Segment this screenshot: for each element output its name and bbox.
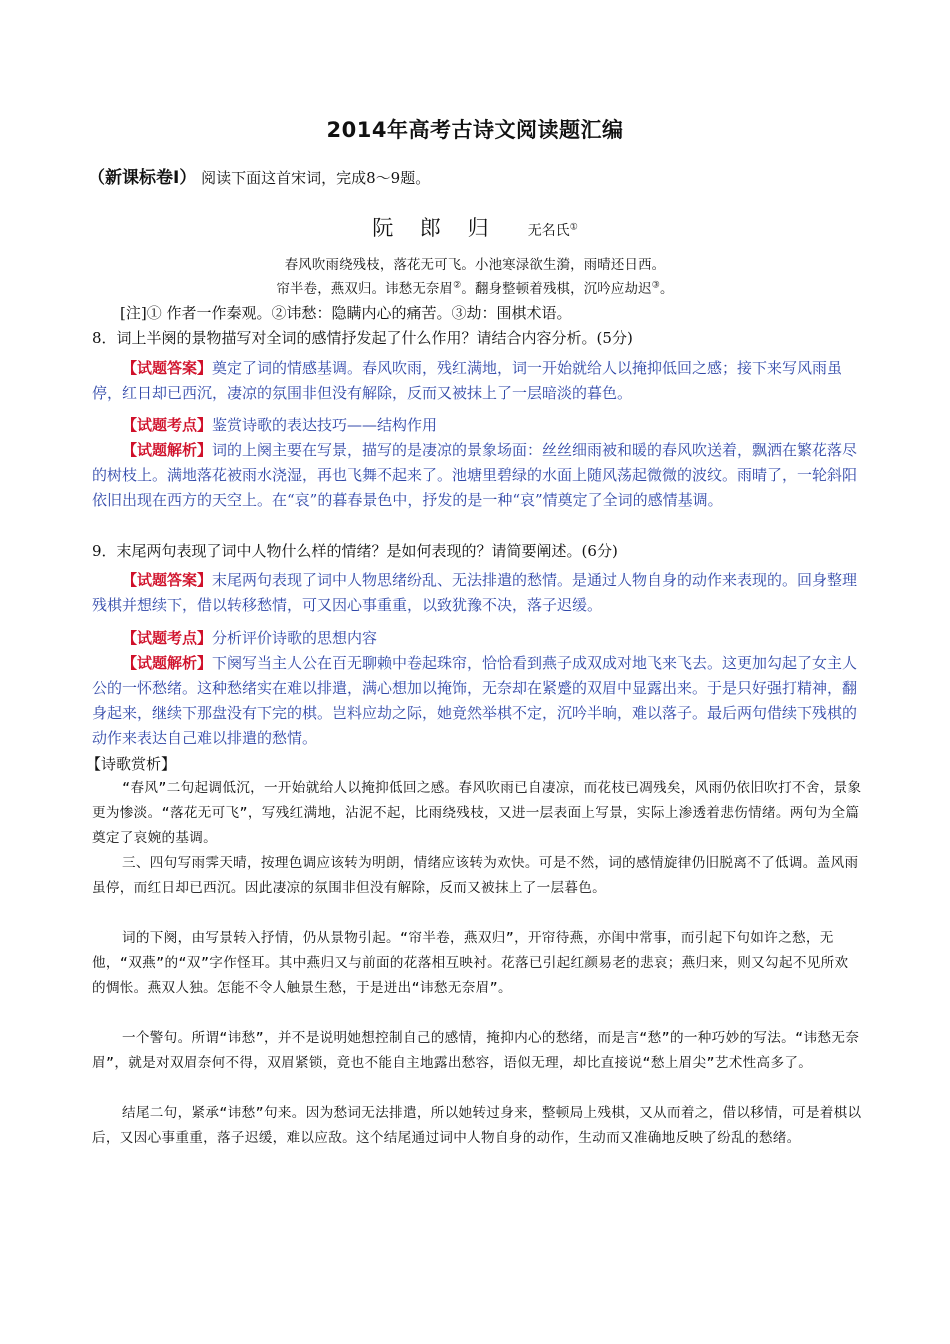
q9-point-text: 分析评价诗歌的思想内容	[212, 629, 378, 647]
footnote-mark: ①	[569, 222, 578, 233]
footnote-mark: ②	[453, 280, 462, 291]
appreciation-paragraph-2: 三、四句写雨霁天晴，按理色调应该转为明朗，情绪应该转为欢快。可是不然，词的感情旋律仍旧脱离不了低调。盖风雨虽停，而红日却已西沉。因此凄凉的氛围非但没有解除，反而又被抹上了一层暮色。	[92, 855, 859, 896]
poem-note: [注]① 作者一作秦观。②讳愁：隐瞒内心的痛苦。③劫：围棋术语。	[120, 304, 572, 322]
section-instruction: 阅读下面这首宋词，完成8～9题。	[201, 169, 431, 187]
q8-point-label: 【试题考点】	[122, 416, 213, 434]
appreciation-paragraph-5: 结尾二句，紧承“讳愁”句来。因为愁词无法排遣，所以她转过身来，整顿局上残棋，又从而着之，借以移情，可是着棋以后，又因心事重重，落子迟缓，难以应敌。这个结尾通过词中人物自身的动作，生动而又准确地反映了纷乱的愁绪。	[92, 1105, 862, 1146]
section-header	[88, 163, 430, 188]
q8-point-text: 鉴赏诗歌的表达技巧——结构作用	[212, 416, 438, 434]
q8-answer-label: 【试题答案】	[122, 359, 213, 377]
q8-answer-text: 奠定了词的情感基调。春风吹雨，残红满地，词一开始就给人以掩抑低回之感；接下来写风雨虽停，红日却已西沉，凄凉的氛围非但没有解除，反而又被抹上了一层暗淡的暮色。	[92, 359, 843, 402]
poem-line-1: 春风吹雨绕残枝，落花无可飞。小池寒渌欲生漪，雨晴还日西。	[284, 258, 666, 273]
q8-point	[92, 413, 860, 438]
q9-answer	[92, 568, 860, 618]
q9-analysis-label: 【试题解析】	[122, 654, 213, 672]
q9-point-label: 【试题考点】	[122, 629, 213, 647]
page-title: 2014年高考古诗文阅读题汇编	[326, 118, 624, 142]
q9-answer-label: 【试题答案】	[122, 571, 213, 589]
q8-analysis-text: 词的上阕主要在写景，描写的是凄凉的景象场面：丝丝细雨被和暖的春风吹送着，飘洒在繁花落尽的树枝上。满地落花被雨水浇湿，再也飞舞不起来了。池塘里碧绿的水面上随风荡起微微的波纹。雨晴了，一轮斜阳依旧出现在西方的天空上。在“哀”的暮春景色中，抒发的是一种“哀”情奠定了全词的感情基调。	[92, 441, 858, 509]
poem-line-2	[0, 278, 950, 297]
q9-answer-text: 末尾两句表现了词中人物思绪纷乱、无法排遣的愁情。是通过人物自身的动作来表现的。回身整理残棋并想续下，借以转移愁情，可又因心事重重，以致犹豫不决，落子迟缓。	[92, 571, 858, 614]
poem-line-2-part-a: 帘半卷，燕双归。讳愁无奈眉	[276, 282, 454, 297]
poem-line-2-part-c: 。	[659, 282, 674, 297]
question-9: 9．末尾两句表现了词中人物什么样的情绪？是如何表现的？请简要阐述。(6分)	[92, 542, 618, 560]
poem-name: 阮 郎 归	[372, 216, 499, 240]
poem-author-name: 无名氏	[527, 223, 570, 239]
poem-line-2-part-b: 。翻身整顿着残棋，沉吟应劫迟	[461, 282, 652, 297]
q9-point	[92, 626, 860, 651]
section-tag: （新课标卷Ⅰ）	[88, 168, 197, 188]
appreciation-heading: 【诗歌赏析】	[86, 755, 177, 773]
question-8: 8．词上半阕的景物描写对全词的感情抒发起了什么作用？请结合内容分析。(5分)	[92, 329, 633, 347]
appreciation-paragraph-3: 词的下阕，由写景转入抒情，仍从景物引起。“帘半卷，燕双归”，开帘待燕，亦闺中常事，而引起下句如许之愁，无他，“双燕”的“双”字作怪耳。其中燕归又与前面的花落相互映衬。花落已引起红颜易老的悲哀；燕归来，则又勾起不见所欢的惆怅。燕双人独。怎能不令人触景生愁，于是迸出“讳愁无奈眉”。	[92, 930, 849, 996]
q8-answer	[92, 356, 860, 406]
q9-analysis-text: 下阕写当主人公在百无聊赖中卷起珠帘，恰恰看到燕子成双成对地飞来飞去。这更加勾起了女主人公的一怀愁绪。这种愁绪实在难以排遣，满心想加以掩饰，无奈却在紧蹙的双眉中显露出来。于是只好强打精神，翻身起来，继续下那盘没有下完的棋。岂料应劫之际，她竟然举棋不定，沉吟半晌，难以落子。最后两句借续下残棋的动作来表达自己难以排遣的愁情。	[92, 654, 858, 747]
q8-analysis	[92, 438, 860, 513]
q9-analysis	[92, 651, 860, 751]
poem-author	[528, 223, 578, 239]
q8-analysis-label: 【试题解析】	[122, 441, 213, 459]
poem-heading	[0, 212, 950, 242]
appreciation-paragraph-1: “春风”二句起调低沉，一开始就给人以掩抑低回之感。春风吹雨已自凄凉，而花枝已凋残矣，风雨仍依旧吹打不舍，景象更为惨淡。“落花无可飞”，写残红满地，沾泥不起，比雨绕残枝，又进一层表面上写景，实际上渗透着悲伤情绪。两句为全篇奠定了哀婉的基调。	[92, 780, 862, 846]
appreciation-paragraph-4: 一个警句。所谓“讳愁”，并不是说明她想控制自己的感情，掩抑内心的愁绪，而是言“愁”的一种巧妙的写法。“讳愁无奈眉”，就是对双眉奈何不得，双眉紧锁，竟也不能自主地露出愁容，语似无理，却比直接说“愁上眉尖”艺术性高多了。	[92, 1030, 860, 1071]
footnote-mark: ③	[651, 280, 660, 291]
